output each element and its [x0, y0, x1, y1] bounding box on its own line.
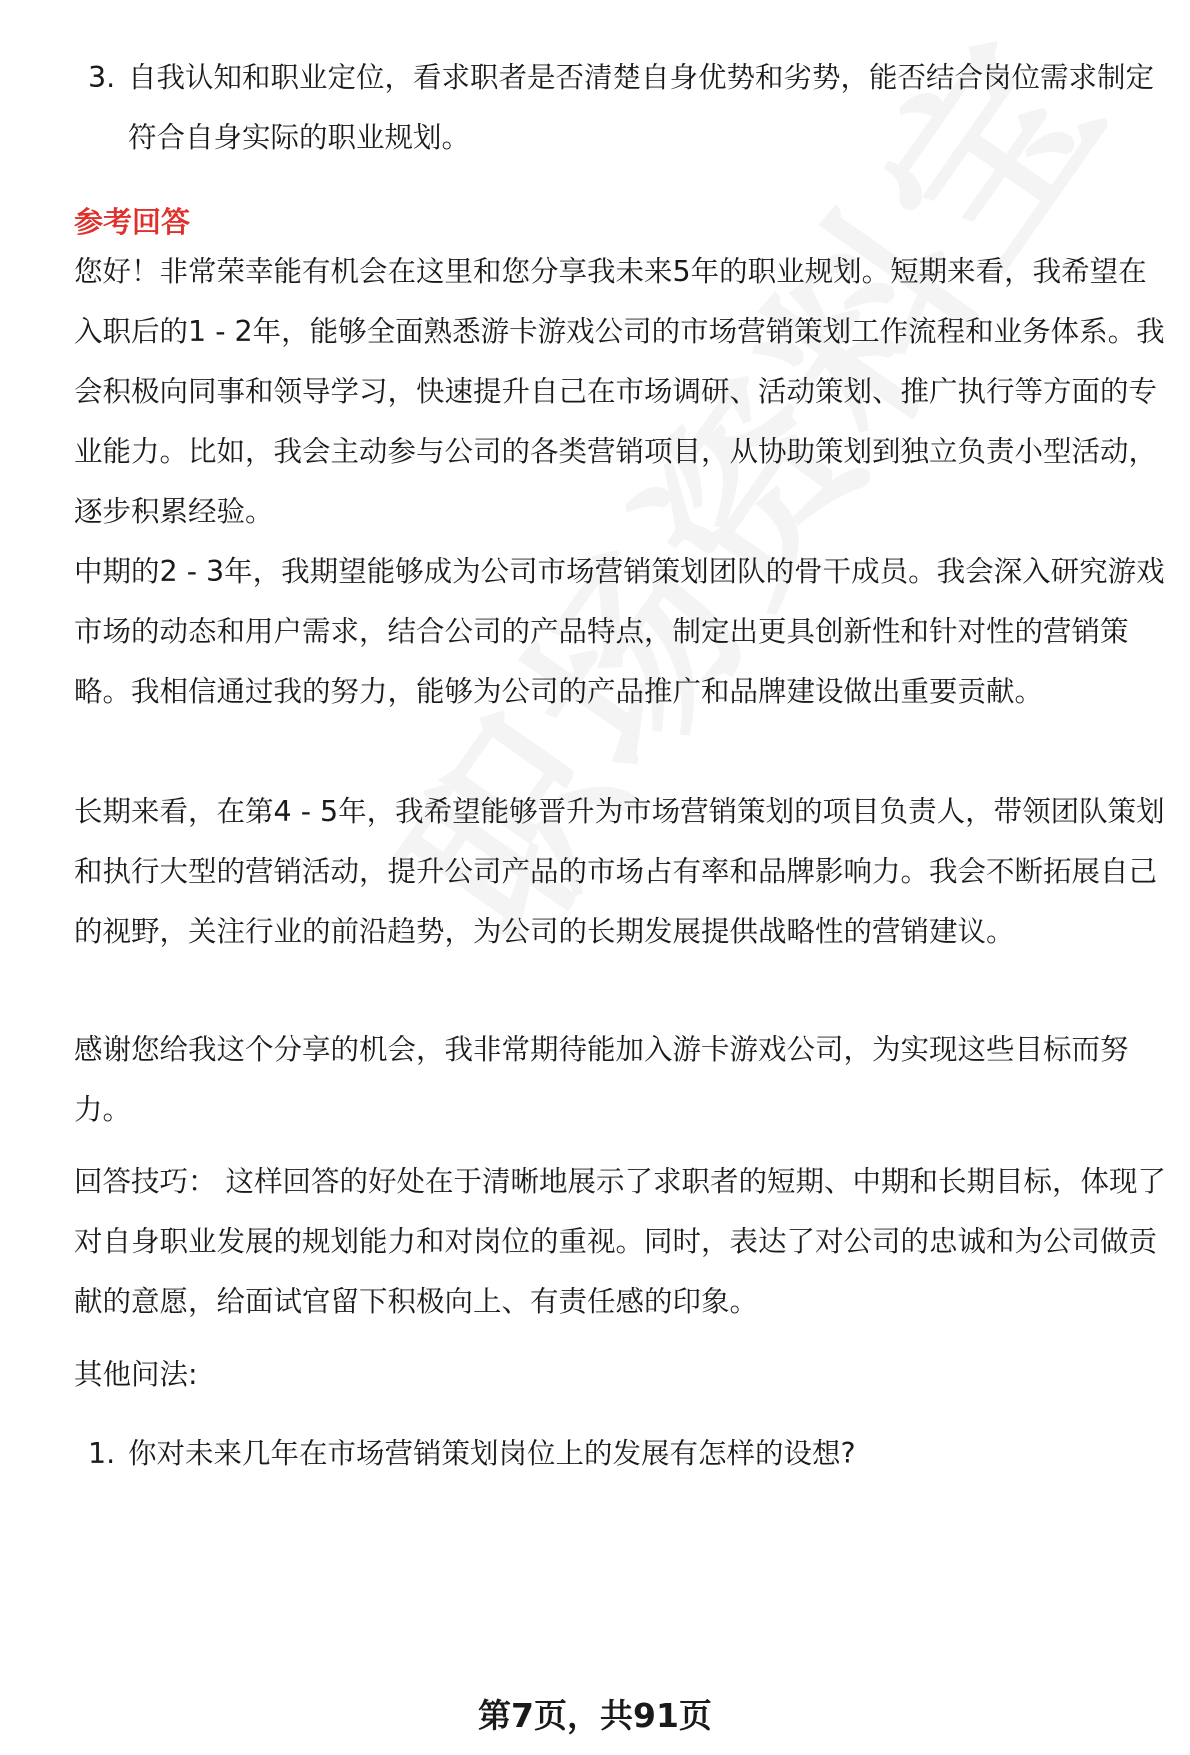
page-number-footer: 第7页，共91页 — [478, 1696, 712, 1735]
list-item-3 — [88, 48, 1178, 168]
paragraph-intro: 您好！非常荣幸能有机会在这里和您分享我未来5年的职业规划。短期来看，我希望在入职后的1 - 2年，能够全面熟悉游卡游戏公司的市场营销策划工作流程和业务体系。我会积极向同事和领导学习，快速提升自己在市场调研、活动策划、推广执行等方面的专业能力。比如，我会主动参与公司的各类营销项目，从协助策划到独立负责小型活动，逐步积累经验。 — [74, 255, 1165, 528]
list-item-text: 你对未来几年在市场营销策划岗位上的发展有怎样的设想? — [128, 1437, 856, 1470]
answer-heading: 参考回答 — [74, 205, 191, 239]
paragraph-long-term: 长期来看，在第4 - 5年，我希望能够晋升为市场营销策划的项目负责人，带领团队策划和执行大型的营销活动，提升公司产品的市场占有率和品牌影响力。我会不断拓展自己的视野，关注行业的前沿趋势，为公司的长期发展提供战略性的营销建议。 — [74, 795, 1165, 948]
paragraph-thanks: 感谢您给我这个分享的机会，我非常期待能加入游卡游戏公司，为实现这些目标而努力。 — [74, 1033, 1129, 1126]
other-question-item — [88, 1424, 1178, 1484]
list-number: 3. — [88, 61, 116, 94]
paragraph-answer-tips: 回答技巧： 这样回答的好处在于清晰地展示了求职者的短期、中期和长期目标，体现了对自身职业发展的规划能力和对岗位的重视。同时，表达了对公司的忠诚和为公司做贡献的意愿，给面试官留下积极向上、有责任感的印象。 — [74, 1165, 1167, 1318]
list-number: 1. — [88, 1437, 116, 1470]
other-questions-heading: 其他问法: — [74, 1358, 198, 1391]
paragraph-mid-term: 中期的2 - 3年，我期望能够成为公司市场营销策划团队的骨干成员。我会深入研究游戏市场的动态和用户需求，结合公司的产品特点，制定出更具创新性和针对性的营销策略。我相信通过我的努力，能够为公司的产品推广和品牌建设做出重要贡献。 — [74, 555, 1165, 708]
list-item-text: 自我认知和职业定位，看求职者是否清楚自身优势和劣势，能否结合岗位需求制定符合自身实际的职业规划。 — [128, 61, 1155, 154]
